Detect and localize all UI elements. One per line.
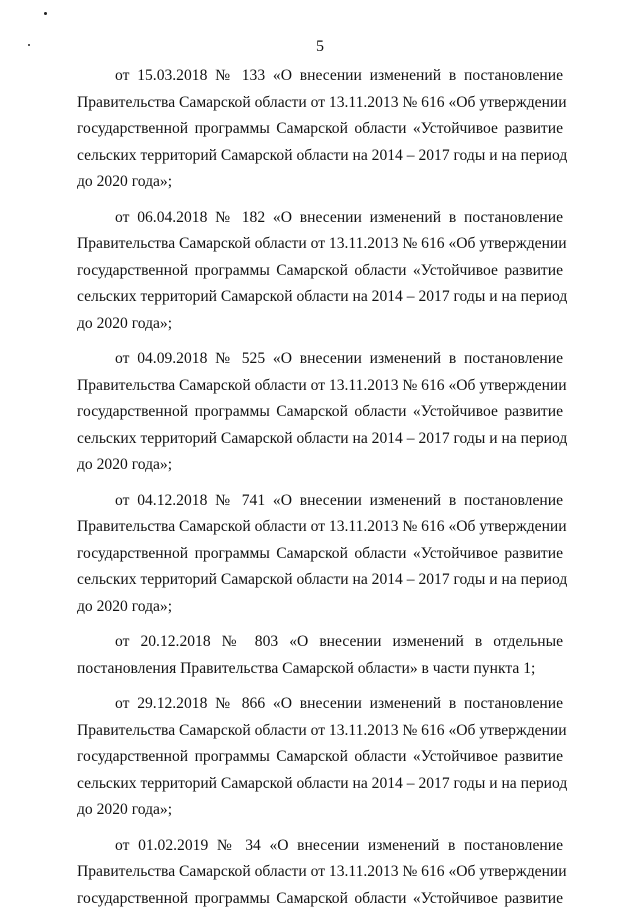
text-line: Правительства Самарской области от 13.11.2013 № 616 «Об утверждении — [77, 863, 567, 880]
text-line: сельских территорий Самарской области на 2014 – 2017 годы и на период — [77, 288, 568, 305]
text-line: до 2020 года»; — [77, 801, 173, 818]
text-line: от 29.12.2018 № 866 «О внесении изменений в постановление — [115, 695, 563, 712]
page-number: 5 — [316, 38, 324, 55]
scan-speck — [44, 12, 47, 15]
text-line: от 20.12.2018 № 803 «О внесении изменений в отдельные — [115, 633, 563, 650]
text-line: до 2020 года»; — [77, 597, 173, 615]
text-line: сельских территорий Самарской области на 2014 – 2017 годы и на период — [77, 429, 568, 447]
document-body — [77, 63, 568, 921]
decree-reference-paragraph — [77, 488, 568, 621]
text-line: от 04.12.2018 № 741 «О внесении изменений в постановление — [115, 491, 563, 509]
text-line: Правительства Самарской области от 13.11.2013 № 616 «Об утверждении — [77, 93, 567, 111]
decree-reference-paragraph — [77, 346, 568, 479]
text-line: от 15.03.2018 № 133 «О внесении изменений в постановление — [115, 67, 563, 84]
text-line: Правительства Самарской области от 13.11.2013 № 616 «Об утверждении — [77, 518, 567, 535]
text-line: государственной программы Самарской области «Устойчивое развитие — [77, 403, 563, 420]
text-line: постановления Правительства Самарской области» в части пункта 1; — [77, 659, 536, 677]
text-line: Правительства Самарской области от 13.11.2013 № 616 «Об утверждении — [77, 721, 567, 739]
text-line: государственной программы Самарской области «Устойчивое развитие — [77, 120, 563, 137]
text-line: от 06.04.2018 № 182 «О внесении изменений в постановление — [115, 208, 563, 226]
text-line: государственной программы Самарской области «Устойчивое развитие — [77, 889, 563, 907]
text-line: до 2020 года»; — [77, 173, 173, 190]
text-line: от 01.02.2019 № 34 «О внесении изменений в постановление — [115, 836, 563, 854]
text-line: государственной программы Самарской области «Устойчивое развитие — [77, 748, 563, 765]
decree-reference-paragraph — [77, 205, 568, 338]
text-line: сельских территорий Самарской области на 2014 – 2017 годы и на период — [77, 146, 568, 164]
decree-reference-paragraph — [77, 691, 568, 824]
text-line: государственной программы Самарской области «Устойчивое развитие — [77, 261, 563, 279]
text-line: сельских территорий Самарской области на 2014 – 2017 годы и на период — [77, 571, 568, 588]
text-line: от 04.09.2018 № 525 «О внесении изменений в постановление — [115, 350, 563, 367]
text-line: сельских территорий Самарской области на 2014 – 2017 годы и на период — [77, 774, 568, 792]
text-line: Правительства Самарской области от 13.11.2013 № 616 «Об утверждении — [77, 376, 567, 394]
decree-reference-paragraph — [77, 629, 563, 682]
paragraph-list — [77, 63, 568, 912]
text-line: Правительства Самарской области от 13.11.2013 № 616 «Об утверждении — [77, 235, 567, 252]
text-line: до 2020 года»; — [77, 314, 173, 332]
decree-reference-paragraph — [77, 63, 568, 196]
decree-reference-paragraph — [77, 833, 567, 913]
text-line: государственной программы Самарской области «Устойчивое развитие — [77, 544, 563, 562]
text-line: до 2020 года»; — [77, 456, 173, 473]
